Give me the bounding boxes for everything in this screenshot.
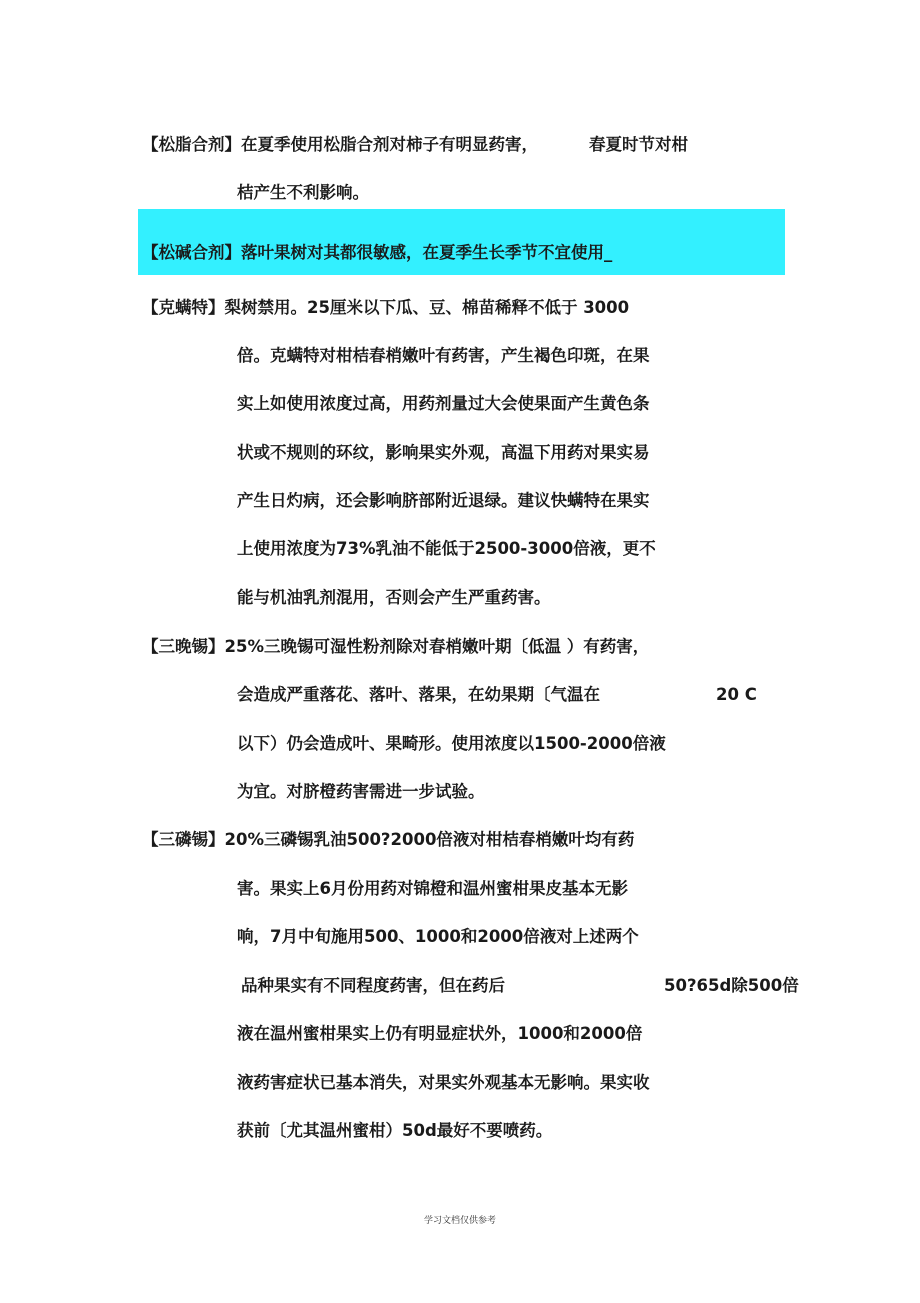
section-sanwanxi-line-2-tail: 20 C — [716, 685, 757, 704]
section-kemante-line-2: 倍。克螨特对柑桔春梢嫩叶有药害，产生褐色印斑，在果 — [237, 346, 650, 365]
section-kemante-line-3: 实上如使用浓度过高，用药剂量过大会使果面产生黄色条 — [237, 394, 650, 413]
highlight-band — [138, 209, 785, 275]
section-sanlinxi-line-7: 获前〔尤其温州蜜柑）50d最好不要喷药。 — [237, 1121, 553, 1140]
section-sanlinxi-line-5: 液在温州蜜柑果实上仍有明显症状外，1000和2000倍 — [237, 1024, 643, 1043]
section-kemante-line-7: 能与机油乳剂混用，否则会产生严重药害。 — [237, 588, 551, 607]
section-sanlinxi-line-6: 液药害症状已基本消失，对果实外观基本无影响。果实收 — [237, 1073, 650, 1092]
section-kemante-line-5: 产生日灼病，还会影响脐部附近退绿。建议快螨特在果实 — [237, 491, 650, 510]
section-kemante-line-4: 状或不规则的环纹，影响果实外观，高温下用药对果实易 — [237, 443, 650, 462]
section-sanlinxi-line-2: 害。果实上6月份用药对锦橙和温州蜜柑果皮基本无影 — [237, 879, 628, 898]
section-sanwanxi-line-3: 以下）仍会造成叶、果畸形。使用浓度以1500-2000倍液 — [237, 734, 666, 753]
section-songzhi-line-2: 桔产生不利影响。 — [237, 183, 369, 202]
section-sanlinxi-line-3: 响，7月中旬施用500、1000和2000倍液对上述两个 — [237, 927, 639, 946]
section-kemante-line-6: 上使用浓度为73%乳油不能低于2500-3000倍液，更不 — [237, 539, 656, 558]
section-sanwanxi-line-4: 为宜。对脐橙药害需进一步试验。 — [237, 782, 485, 801]
section-songjian-line-1: 【松碱合剂】落叶果树对其都很敏感，在夏季生长季节不宜使用_ — [142, 243, 613, 262]
section-sanwanxi-line-2: 会造成严重落花、落叶、落果，在幼果期〔气温在 — [237, 685, 600, 704]
section-sanwanxi-line-1: 【三晚锡】25%三晚锡可湿性粉剂除对春梢嫩叶期〔低温 ）有药害， — [142, 637, 650, 656]
section-songzhi-line-1-tail: 春夏时节对柑 — [589, 135, 688, 154]
section-sanlinxi-line-4-tail: 50?65d除500倍 — [664, 976, 799, 995]
page-footer: 学习文档仅供参考 — [423, 1216, 496, 1226]
section-sanlinxi-line-4: 品种果实有不同程度药害，但在药后 — [241, 976, 505, 995]
section-songzhi-line-1: 【松脂合剂】在夏季使用松脂合剂对柿子有明显药害， — [142, 135, 538, 154]
section-kemante-line-1: 【克螨特】梨树禁用。25厘米以下瓜、豆、棉苗稀释不低于 3000 — [142, 298, 630, 317]
section-sanlinxi-line-1: 【三磷锡】20%三磷锡乳油500?2000倍液对柑桔春梢嫩叶均有药 — [142, 830, 635, 849]
